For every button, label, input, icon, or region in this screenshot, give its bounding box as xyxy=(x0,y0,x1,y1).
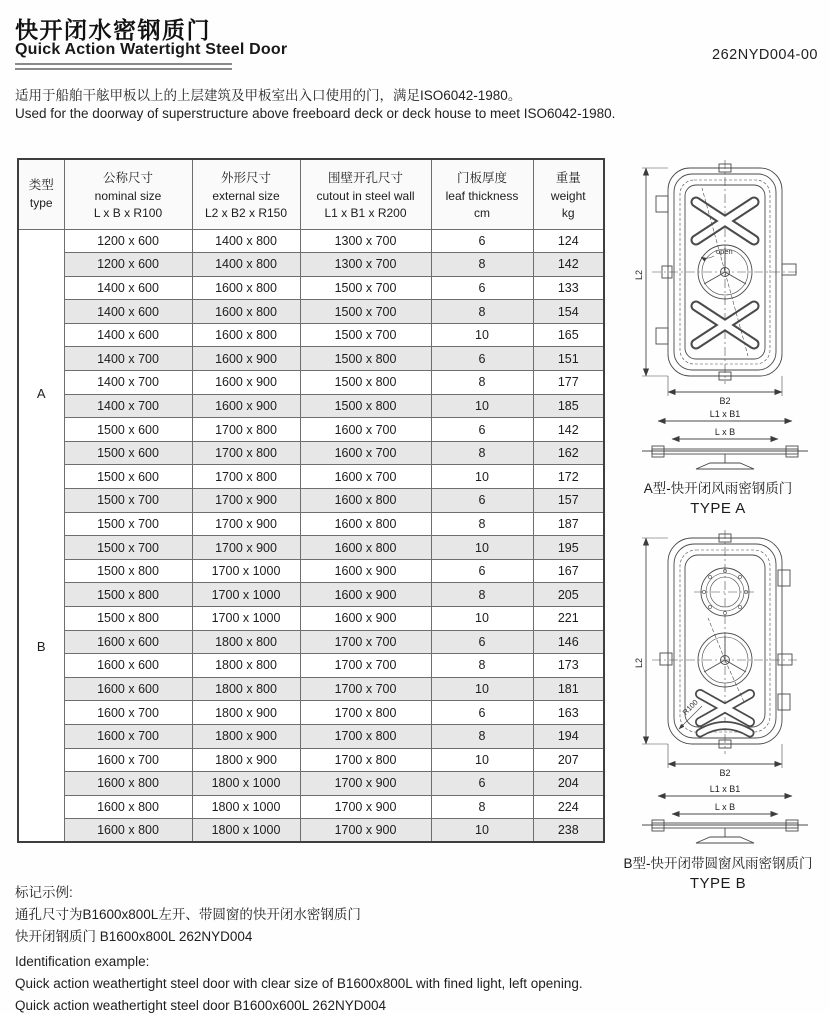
table-row xyxy=(18,394,604,418)
table-row xyxy=(18,607,604,631)
table-cell: 1600 x 900 xyxy=(300,607,431,631)
table-cell: 1800 x 1000 xyxy=(192,772,300,796)
radius-label: R100 xyxy=(680,697,700,717)
table-cell: 124 xyxy=(533,229,604,253)
col-header-nominal-en: nominal size xyxy=(94,189,162,204)
door-a-section-view xyxy=(642,446,808,469)
table-cell: 1600 x 900 xyxy=(300,583,431,607)
col-header-external-en: external size xyxy=(212,189,280,204)
table-cell: 8 xyxy=(431,512,533,536)
example-line1-english: Quick action weathertight steel door with clear size of B1600x800L with fined light, left opening. xyxy=(15,976,583,991)
table-cell: 1700 x 900 xyxy=(192,489,300,513)
table-cell: 10 xyxy=(431,465,533,489)
table-cell: 146 xyxy=(533,630,604,654)
type-a-caption-english: TYPE A xyxy=(690,500,746,517)
table-cell: 8 xyxy=(431,724,533,748)
table-cell: 1600 x 800 xyxy=(192,323,300,347)
table-cell: 1800 x 800 xyxy=(192,677,300,701)
description-chinese: 适用于船舶干舷甲板以上的上层建筑及甲板室出入口使用的门，满足ISO6042-1980。 xyxy=(15,88,522,103)
table-cell: 177 xyxy=(533,371,604,395)
document-number: 262NYD004-00 xyxy=(712,47,818,63)
table-cell: 207 xyxy=(533,748,604,772)
table-cell: 165 xyxy=(533,323,604,347)
table-cell: 6 xyxy=(431,276,533,300)
table-cell: 205 xyxy=(533,583,604,607)
door-b-section-view xyxy=(642,820,808,843)
table-cell: 1400 x 700 xyxy=(64,371,192,395)
table-cell: 1300 x 700 xyxy=(300,229,431,253)
table-cell: 8 xyxy=(431,371,533,395)
table-cell: 1600 x 800 xyxy=(192,276,300,300)
table-row xyxy=(18,465,604,489)
col-header-leaf-thickness xyxy=(431,159,533,229)
table-cell: 1400 x 800 xyxy=(192,229,300,253)
table-cell: 8 xyxy=(431,654,533,678)
table-cell: 8 xyxy=(431,300,533,324)
door-b-cam-lower xyxy=(700,694,750,733)
table-cell: 1400 x 700 xyxy=(64,394,192,418)
spec-table-container xyxy=(17,158,605,843)
table-cell: 10 xyxy=(431,819,533,843)
table-cell: 6 xyxy=(431,559,533,583)
table-cell: 142 xyxy=(533,253,604,277)
table-cell: 194 xyxy=(533,724,604,748)
door-type-label-a: A xyxy=(36,385,46,401)
table-cell: 1500 x 800 xyxy=(300,394,431,418)
table-row xyxy=(18,371,604,395)
page-title-chinese: 快开闭水密钢质门 xyxy=(15,17,211,43)
open-direction-label: open xyxy=(716,247,733,256)
table-cell: 1500 x 700 xyxy=(64,489,192,513)
table-cell: 6 xyxy=(431,229,533,253)
table-cell: 1700 x 800 xyxy=(300,724,431,748)
dimension-label-l1b1: L1 x B1 xyxy=(709,409,741,419)
table-cell: 1700 x 900 xyxy=(300,772,431,796)
table-cell: 1500 x 700 xyxy=(64,536,192,560)
table-cell: 1700 x 900 xyxy=(300,819,431,843)
table-cell: 1500 x 700 xyxy=(64,512,192,536)
table-cell: 157 xyxy=(533,489,604,513)
table-cell: 172 xyxy=(533,465,604,489)
table-cell: 221 xyxy=(533,607,604,631)
table-cell: 1700 x 800 xyxy=(300,701,431,725)
identification-example xyxy=(15,882,820,1014)
example-title-english: Identification example: xyxy=(15,954,150,969)
table-row xyxy=(18,748,604,772)
table-cell: 1600 x 700 xyxy=(64,748,192,772)
col-header-external-formula: L2 x B2 x R150 xyxy=(204,206,288,221)
description-english: Used for the doorway of superstructure above freeboard deck or deck house to meet ISO6042-1980. xyxy=(15,106,616,121)
table-body xyxy=(18,229,604,842)
table-cell: 142 xyxy=(533,418,604,442)
table-cell: 1700 x 900 xyxy=(192,512,300,536)
dimension-label-l1b1: L1 x B1 xyxy=(709,784,741,794)
table-cell: 8 xyxy=(431,583,533,607)
dimension-label-l2: L2 xyxy=(634,657,644,669)
table-cell: 162 xyxy=(533,441,604,465)
col-header-cutout-cn: 围壁开孔尺寸 xyxy=(327,171,403,186)
table-row xyxy=(18,630,604,654)
table-cell: 1200 x 600 xyxy=(64,229,192,253)
type-a-caption-chinese: A型-快开闭风雨密钢质门 xyxy=(643,481,793,496)
col-header-nominal-cn: 公称尺寸 xyxy=(102,171,153,186)
col-header-external-size xyxy=(192,159,300,229)
table-cell: 1500 x 600 xyxy=(64,465,192,489)
type-column-cell xyxy=(18,229,64,842)
table-cell: 1600 x 700 xyxy=(300,418,431,442)
table-row xyxy=(18,300,604,324)
table-row xyxy=(18,229,604,253)
table-cell: 181 xyxy=(533,677,604,701)
table-cell: 1800 x 1000 xyxy=(192,795,300,819)
type-b-drawing xyxy=(612,526,824,848)
table-cell: 1600 x 900 xyxy=(192,347,300,371)
table-cell: 1600 x 700 xyxy=(300,465,431,489)
table-cell: 1600 x 700 xyxy=(64,724,192,748)
table-cell: 1700 x 800 xyxy=(300,748,431,772)
dimension-label-lb: L x B xyxy=(714,802,736,812)
title-underline xyxy=(15,63,232,70)
type-a-drawing xyxy=(612,158,824,473)
door-a-hinge-bottom xyxy=(656,328,668,344)
example-line2-english: Quick action weathertight steel door B1600x600L 262NYD004 xyxy=(15,998,386,1013)
table-cell: 1600 x 800 xyxy=(64,795,192,819)
table-cell: 1600 x 800 xyxy=(192,300,300,324)
table-row xyxy=(18,724,604,748)
table-cell: 10 xyxy=(431,677,533,701)
table-row xyxy=(18,654,604,678)
table-cell: 1200 x 600 xyxy=(64,253,192,277)
col-header-cutout-formula: L1 x B1 x R200 xyxy=(324,206,407,221)
table-cell: 1400 x 600 xyxy=(64,323,192,347)
type-b-caption-chinese: B型-快开闭带圆窗风雨密钢质门 xyxy=(623,856,813,871)
table-cell: 151 xyxy=(533,347,604,371)
table-cell: 1600 x 900 xyxy=(192,371,300,395)
table-row xyxy=(18,795,604,819)
table-cell: 6 xyxy=(431,772,533,796)
dimension-label-b2: B2 xyxy=(719,768,731,778)
table-cell: 8 xyxy=(431,441,533,465)
table-cell: 1800 x 800 xyxy=(192,654,300,678)
table-cell: 1500 x 600 xyxy=(64,441,192,465)
table-cell: 1700 x 700 xyxy=(300,654,431,678)
page-title-english: Quick Action Watertight Steel Door xyxy=(15,41,288,58)
table-cell: 1700 x 800 xyxy=(192,418,300,442)
col-header-weight-en: weight xyxy=(550,189,586,204)
table-cell: 154 xyxy=(533,300,604,324)
table-row xyxy=(18,536,604,560)
table-cell: 1500 x 700 xyxy=(300,300,431,324)
table-cell: 1300 x 700 xyxy=(300,253,431,277)
table-cell: 1500 x 800 xyxy=(300,347,431,371)
table-cell: 6 xyxy=(431,347,533,371)
table-cell: 187 xyxy=(533,512,604,536)
table-cell: 8 xyxy=(431,795,533,819)
table-row xyxy=(18,347,604,371)
table-row xyxy=(18,441,604,465)
table-cell: 1700 x 700 xyxy=(300,677,431,701)
table-cell: 1700 x 700 xyxy=(300,630,431,654)
table-cell: 1600 x 800 xyxy=(300,536,431,560)
door-b-dog-left xyxy=(660,653,672,665)
table-cell: 163 xyxy=(533,701,604,725)
table-cell: 1600 x 800 xyxy=(300,512,431,536)
door-a-hinge-top xyxy=(656,196,668,212)
table-cell: 8 xyxy=(431,253,533,277)
figure-type-b xyxy=(612,526,824,892)
table-cell: 1500 x 800 xyxy=(64,583,192,607)
col-header-cutout-en: cutout in steel wall xyxy=(316,189,415,204)
col-header-cutout xyxy=(300,159,431,229)
table-cell: 1500 x 700 xyxy=(300,276,431,300)
table-cell: 1600 x 800 xyxy=(300,489,431,513)
table-cell: 185 xyxy=(533,394,604,418)
table-cell: 1700 x 1000 xyxy=(192,607,300,631)
table-row xyxy=(18,772,604,796)
table-cell: 10 xyxy=(431,607,533,631)
table-cell: 133 xyxy=(533,276,604,300)
col-header-external-cn: 外形尺寸 xyxy=(220,171,271,186)
table-cell: 10 xyxy=(431,748,533,772)
table-row xyxy=(18,253,604,277)
door-type-label-b: B xyxy=(36,639,46,655)
table-cell: 1400 x 600 xyxy=(64,276,192,300)
door-b-hinge-bottom xyxy=(778,694,790,710)
col-header-type xyxy=(18,159,64,229)
table-cell: 6 xyxy=(431,701,533,725)
table-cell: 10 xyxy=(431,536,533,560)
door-a-handle xyxy=(782,264,796,275)
col-header-leaf-unit: cm xyxy=(474,206,490,221)
table-cell: 204 xyxy=(533,772,604,796)
table-row xyxy=(18,583,604,607)
table-cell: 1400 x 600 xyxy=(64,300,192,324)
table-cell: 1800 x 900 xyxy=(192,724,300,748)
col-header-leaf-en: leaf thickness xyxy=(445,189,519,204)
table-cell: 1600 x 800 xyxy=(64,772,192,796)
table-cell: 1600 x 900 xyxy=(192,394,300,418)
table-cell: 173 xyxy=(533,654,604,678)
door-b-handle xyxy=(778,654,792,665)
table-cell: 1500 x 800 xyxy=(64,559,192,583)
col-header-nominal-size xyxy=(64,159,192,229)
dimension-label-b2: B2 xyxy=(719,396,731,406)
example-line1-chinese: 通孔尺寸为B1600x800L左开、带圆窗的快开闭水密钢质门 xyxy=(15,907,361,922)
table-cell: 1800 x 1000 xyxy=(192,819,300,843)
table-cell: 6 xyxy=(431,418,533,442)
table-cell: 1600 x 800 xyxy=(64,819,192,843)
col-header-weight-unit: kg xyxy=(561,206,575,221)
table-cell: 1500 x 800 xyxy=(64,607,192,631)
table-cell: 1700 x 900 xyxy=(192,536,300,560)
table-cell: 1800 x 900 xyxy=(192,748,300,772)
header-row xyxy=(18,159,604,229)
figure-type-a xyxy=(612,158,824,517)
table-cell: 10 xyxy=(431,323,533,347)
table-cell: 6 xyxy=(431,489,533,513)
table-cell: 1600 x 900 xyxy=(300,559,431,583)
table-row xyxy=(18,559,604,583)
table-cell: 1700 x 800 xyxy=(192,465,300,489)
table-cell: 1500 x 600 xyxy=(64,418,192,442)
table-cell: 1700 x 1000 xyxy=(192,583,300,607)
table-cell: 1600 x 700 xyxy=(64,701,192,725)
table-row xyxy=(18,701,604,725)
table-cell: 1700 x 800 xyxy=(192,441,300,465)
example-title-chinese: 标记示例: xyxy=(15,885,73,900)
dimension-label-l2: L2 xyxy=(634,269,644,281)
example-line2-chinese: 快开闭钢质门 B1600x800L 262NYD004 xyxy=(15,929,253,944)
table-cell: 1600 x 600 xyxy=(64,630,192,654)
table-cell: 224 xyxy=(533,795,604,819)
table-row xyxy=(18,677,604,701)
table-row xyxy=(18,418,604,442)
table-cell: 1600 x 700 xyxy=(300,441,431,465)
table-cell: 1700 x 1000 xyxy=(192,559,300,583)
table-cell: 167 xyxy=(533,559,604,583)
door-b-hinge-top xyxy=(778,570,790,586)
col-header-weight-cn: 重量 xyxy=(555,171,581,186)
type-b-caption-english: TYPE B xyxy=(689,875,747,892)
table-cell: 1500 x 700 xyxy=(300,323,431,347)
col-header-leaf-cn: 门板厚度 xyxy=(456,171,507,186)
table-cell: 1400 x 800 xyxy=(192,253,300,277)
table-row xyxy=(18,276,604,300)
table-row xyxy=(18,489,604,513)
col-header-weight xyxy=(533,159,604,229)
table-cell: 6 xyxy=(431,630,533,654)
table-cell: 238 xyxy=(533,819,604,843)
col-header-type-en: type xyxy=(29,196,53,211)
col-header-type-cn: 类型 xyxy=(28,178,54,193)
spec-table xyxy=(17,158,605,843)
table-cell: 1800 x 900 xyxy=(192,701,300,725)
table-row xyxy=(18,819,604,843)
table-row xyxy=(18,323,604,347)
table-cell: 1400 x 700 xyxy=(64,347,192,371)
table-cell: 1600 x 600 xyxy=(64,654,192,678)
table-cell: 1500 x 800 xyxy=(300,371,431,395)
table-cell: 1700 x 900 xyxy=(300,795,431,819)
table-cell: 1600 x 600 xyxy=(64,677,192,701)
table-cell: 195 xyxy=(533,536,604,560)
table-cell: 10 xyxy=(431,394,533,418)
col-header-nominal-formula: L x B x R100 xyxy=(93,206,163,221)
dimension-label-lb: L x B xyxy=(714,427,736,437)
table-cell: 1800 x 800 xyxy=(192,630,300,654)
table-row xyxy=(18,512,604,536)
